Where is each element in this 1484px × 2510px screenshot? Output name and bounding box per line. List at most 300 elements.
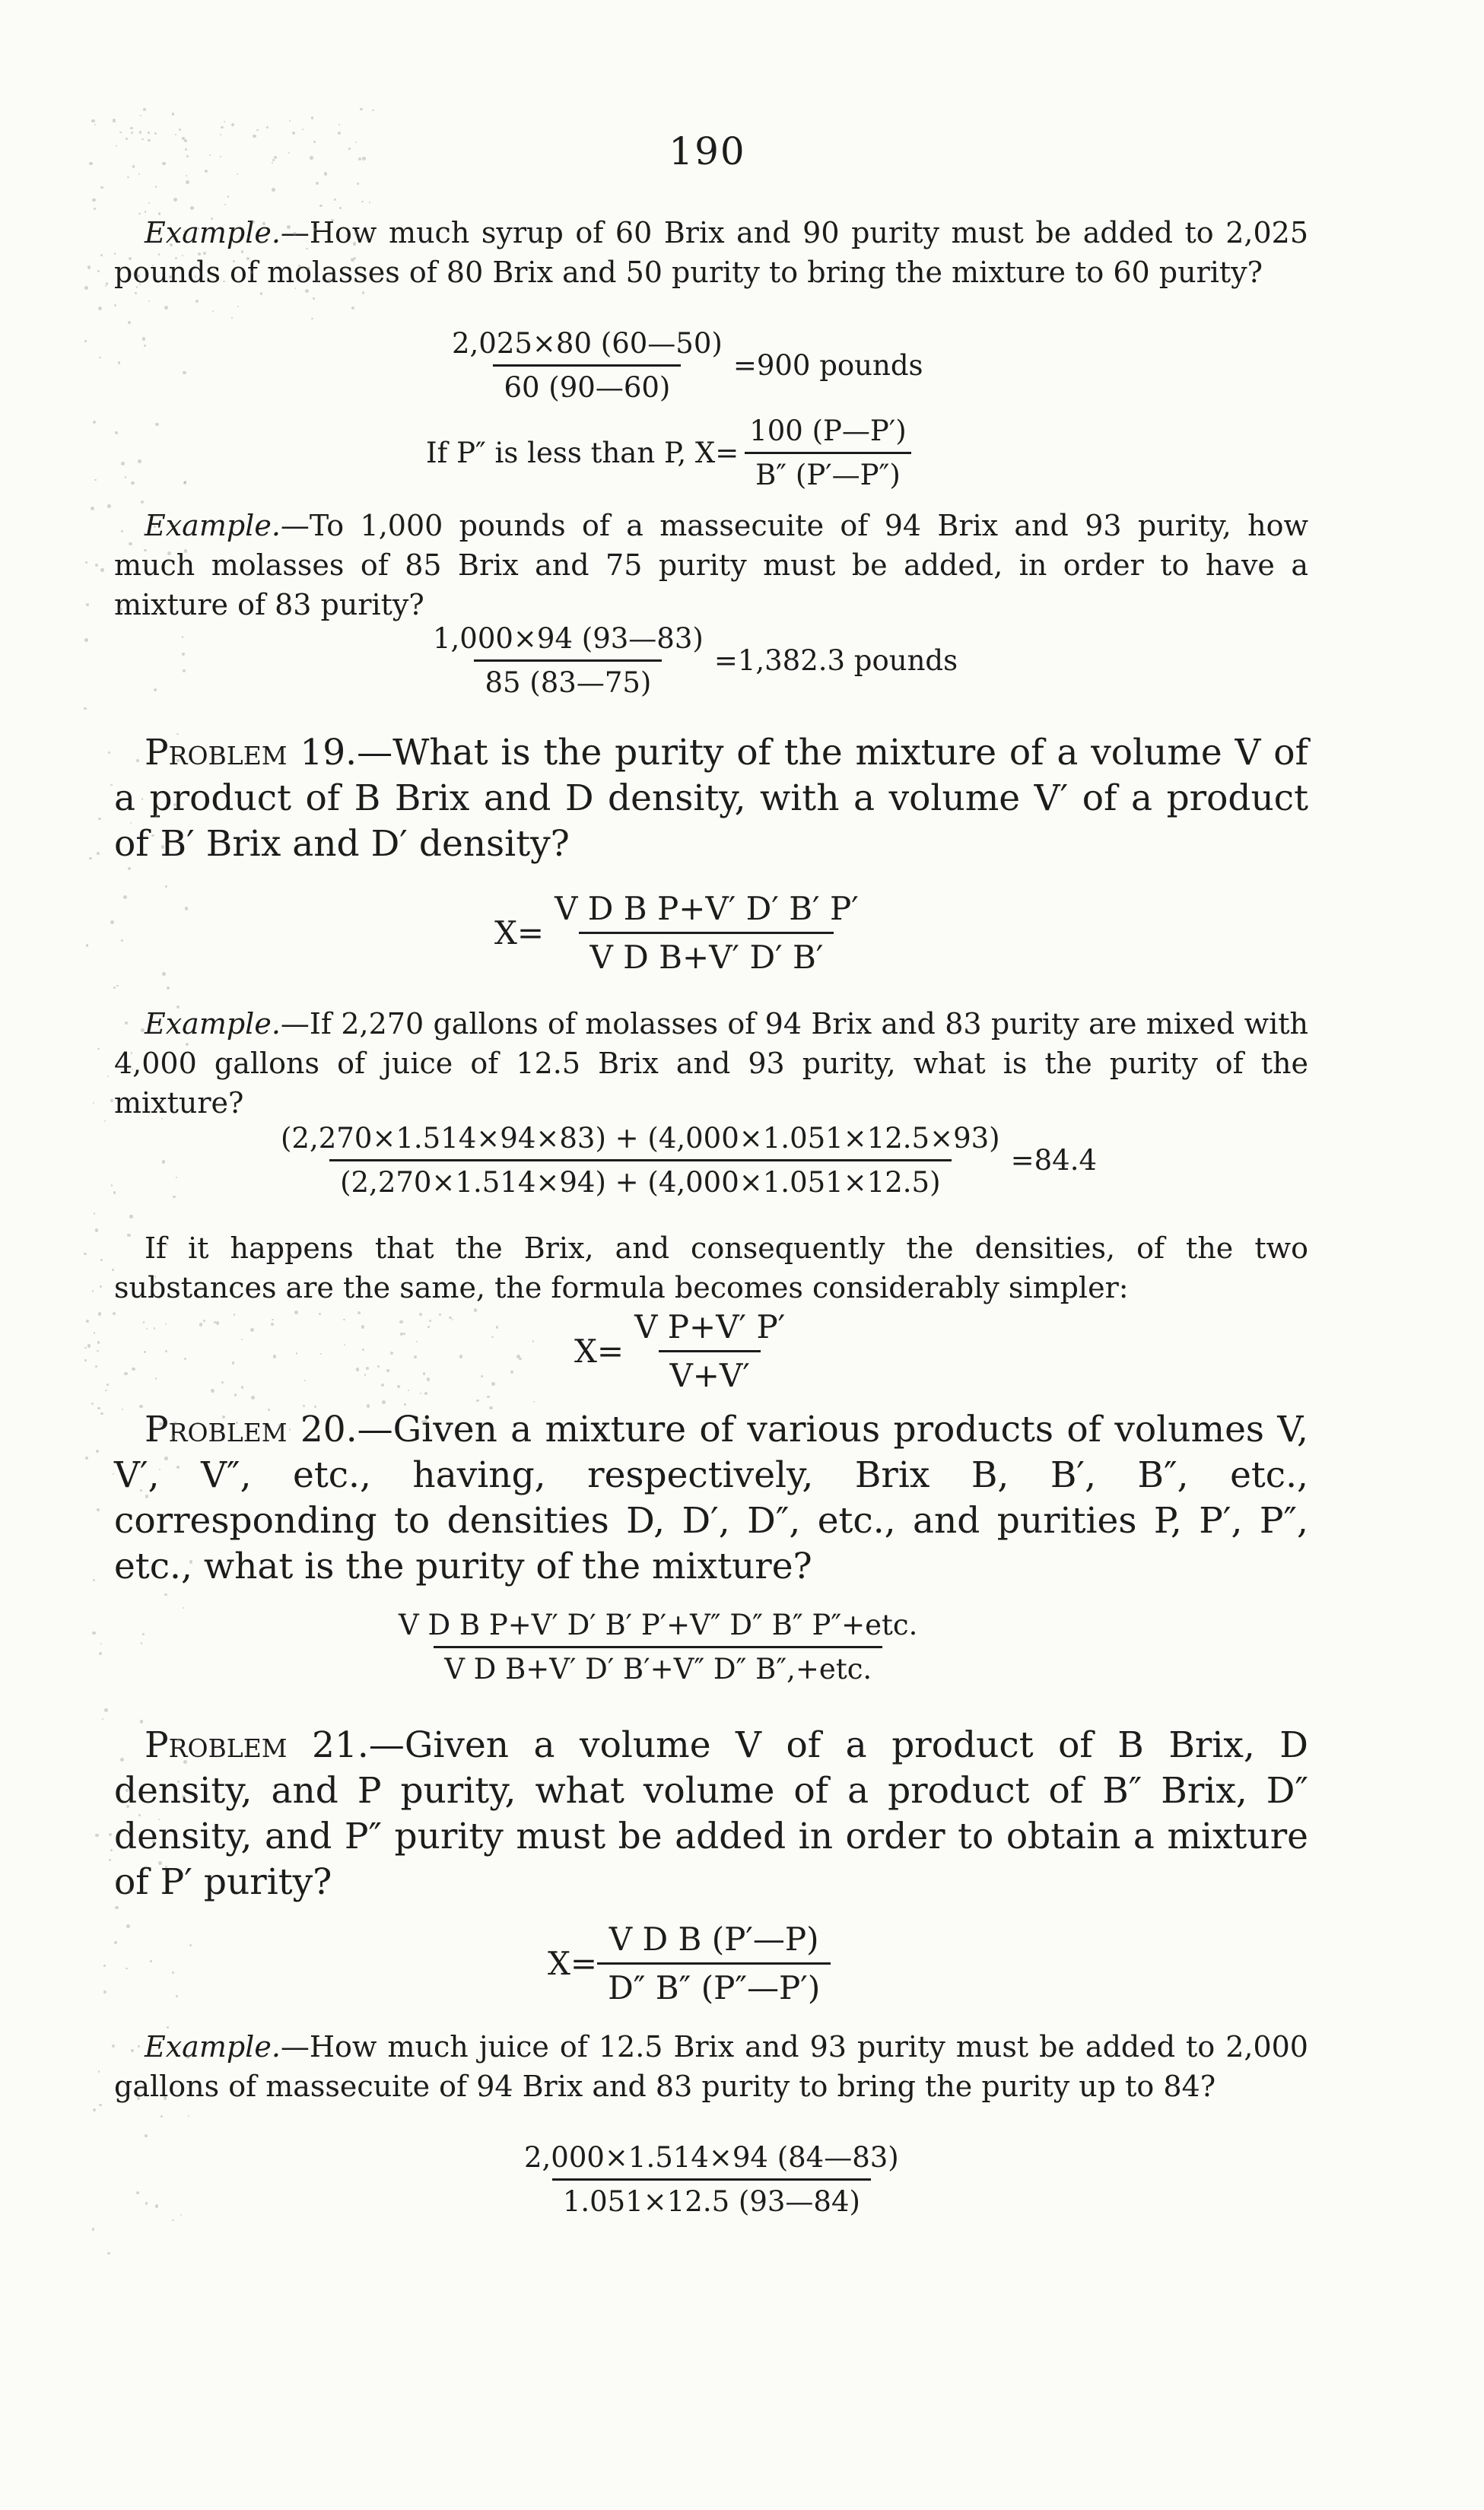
speckle-dot bbox=[362, 1349, 364, 1351]
problem-21-paragraph bbox=[114, 1723, 1308, 1905]
speckle-dot bbox=[241, 250, 244, 253]
speckle-dot bbox=[362, 291, 365, 294]
note-text: If it happens that the Brix, and consequently the densities, of the two substances are the same, the formula becomes considerably simpler: bbox=[114, 1231, 1308, 1304]
speckle-dot bbox=[111, 1184, 113, 1187]
speckle-dot bbox=[334, 199, 336, 201]
speckle-dot bbox=[126, 1789, 129, 1792]
speckle-dot bbox=[138, 173, 140, 175]
speckle-dot bbox=[390, 1352, 393, 1355]
speckle-dot bbox=[105, 285, 106, 287]
speckle-dot bbox=[140, 1720, 144, 1724]
speckle-dot bbox=[165, 1350, 167, 1352]
speckle-dot bbox=[491, 1336, 494, 1339]
speckle-dot bbox=[154, 688, 157, 691]
speckle-dot bbox=[195, 300, 199, 303]
speckle-dot bbox=[252, 221, 255, 224]
speckle-dot bbox=[266, 126, 269, 129]
speckle-dot bbox=[84, 707, 87, 710]
speckle-dot bbox=[253, 135, 256, 138]
speckle-dot bbox=[331, 219, 334, 222]
speckle-dot bbox=[92, 199, 95, 202]
speckle-dot bbox=[173, 198, 177, 202]
problem-text: —What is the purity of the mixture of a volume V of a product of B Brix and D density, with a volume V′ of a product of B′ Brix and D′ density? bbox=[114, 732, 1308, 865]
problem-21-formula bbox=[548, 1921, 831, 2006]
speckle-dot bbox=[367, 239, 369, 241]
speckle-dot bbox=[159, 1422, 163, 1426]
speckle-dot bbox=[328, 278, 331, 281]
speckle-dot bbox=[87, 265, 91, 269]
example-label: Example. bbox=[145, 216, 281, 249]
speckle-dot bbox=[427, 1326, 430, 1328]
speckle-dot bbox=[144, 549, 146, 551]
speckle-dot bbox=[220, 134, 221, 135]
speckle-dot bbox=[313, 141, 316, 144]
example-1-formula bbox=[441, 327, 923, 404]
speckle-dot bbox=[137, 2097, 140, 2100]
speckle-dot bbox=[84, 286, 88, 290]
speckle-dot bbox=[234, 1393, 237, 1396]
speckle-dot bbox=[176, 1739, 180, 1742]
example-text: —How much juice of 12.5 Brix and 93 purity must be added to 2,000 gallons of massecuite of 94 Brix and 83 purity to bring the purity up to 84? bbox=[114, 2030, 1308, 2103]
speckle-dot bbox=[97, 270, 100, 272]
speckle-dot bbox=[173, 237, 175, 239]
speckle-dot bbox=[103, 1991, 106, 1994]
speckle-dot bbox=[251, 1396, 255, 1400]
speckle-dot bbox=[136, 275, 140, 278]
speckle-dot bbox=[313, 297, 315, 300]
speckle-dot bbox=[100, 568, 103, 571]
speckle-dot bbox=[141, 1642, 142, 1644]
speckle-dot bbox=[113, 119, 116, 122]
speckle-dot bbox=[205, 170, 208, 173]
speckle-dot bbox=[144, 1351, 146, 1353]
formula-denominator: V D B+V′ D′ B′ bbox=[579, 932, 834, 976]
speckle-dot bbox=[176, 1466, 179, 1468]
speckle-dot bbox=[139, 1405, 142, 1408]
speckle-dot bbox=[236, 1422, 238, 1424]
speckle-dot bbox=[148, 202, 150, 204]
problem-20-paragraph bbox=[114, 1407, 1308, 1590]
example-text: —How much syrup of 60 Brix and 90 purity must be added to 2,025 pounds of molasses of 80 Brix and 50 purity to bring the mixture to 60 purity? bbox=[114, 216, 1308, 289]
speckle-dot bbox=[98, 818, 101, 821]
speckle-dot bbox=[320, 1353, 323, 1355]
formula-denominator: (2,270×1.514×94) + (4,000×1.051×12.5) bbox=[329, 1159, 951, 1199]
speckle-dot bbox=[346, 234, 348, 237]
speckle-dot bbox=[128, 867, 131, 870]
speckle-dot bbox=[183, 481, 186, 485]
speckle-dot bbox=[110, 1099, 113, 1102]
speckle-dot bbox=[97, 1341, 100, 1343]
speckle-dot bbox=[94, 1332, 96, 1334]
speckle-dot bbox=[131, 132, 133, 134]
speckle-dot bbox=[91, 119, 94, 122]
speckle-dot bbox=[176, 1177, 177, 1178]
problem-text: —Given a volume V of a product of B Brix, D density, and P purity, what volume of a product of B″ Brix, D″ density, and P″ purity must be added in order to obtain a mixture of P′ purity? bbox=[114, 1724, 1308, 1903]
speckle-dot bbox=[227, 195, 230, 198]
speckle-dot bbox=[95, 564, 98, 567]
speckle-dot bbox=[132, 1368, 135, 1371]
formula-numerator: V P+V′ P′ bbox=[634, 1308, 786, 1346]
speckle-dot bbox=[121, 939, 123, 942]
speckle-dot bbox=[129, 1215, 133, 1218]
speckle-dot bbox=[250, 271, 253, 274]
speckle-dot bbox=[143, 1321, 145, 1323]
problem-19-formula bbox=[494, 890, 869, 976]
speckle-dot bbox=[108, 751, 110, 754]
speckle-dot bbox=[212, 310, 214, 313]
speckle-dot bbox=[84, 1359, 87, 1361]
speckle-dot bbox=[100, 186, 103, 189]
speckle-dot bbox=[146, 1328, 148, 1330]
speckle-dot bbox=[165, 885, 167, 888]
formula-prefix: X= bbox=[494, 914, 545, 952]
speckle-dot bbox=[86, 1320, 89, 1323]
speckle-dot bbox=[324, 172, 327, 175]
speckle-dot bbox=[198, 253, 201, 256]
formula-numerator: 1,000×94 (93—83) bbox=[433, 622, 704, 655]
speckle-dot bbox=[439, 1314, 441, 1316]
speckle-dot bbox=[115, 431, 118, 434]
speckle-dot bbox=[131, 1052, 132, 1053]
speckle-dot bbox=[272, 159, 275, 161]
speckle-dot bbox=[92, 2228, 95, 2231]
speckle-dot bbox=[145, 2202, 148, 2205]
speckle-dot bbox=[183, 669, 186, 672]
speckle-dot bbox=[130, 127, 133, 130]
speckle-dot bbox=[408, 1390, 410, 1392]
speckle-dot bbox=[232, 1361, 234, 1364]
speckle-dot bbox=[420, 1393, 421, 1394]
speckle-dot bbox=[109, 1833, 112, 1836]
problem-label: Problem 20. bbox=[145, 1409, 357, 1450]
speckle-dot bbox=[367, 1404, 370, 1407]
example-3-formula bbox=[270, 1122, 1097, 1199]
speckle-dot bbox=[136, 759, 139, 762]
speckle-dot bbox=[100, 1412, 103, 1415]
speckle-dot bbox=[165, 1323, 167, 1325]
speckle-dot bbox=[311, 116, 313, 119]
example-3-paragraph bbox=[114, 1004, 1308, 1123]
speckle-dot bbox=[91, 507, 94, 510]
formula-prefix: X= bbox=[548, 1945, 598, 1982]
speckle-dot bbox=[316, 279, 319, 282]
speckle-dot bbox=[148, 132, 150, 134]
speckle-dot bbox=[306, 248, 307, 249]
speckle-dot bbox=[126, 1924, 130, 1928]
speckle-dot bbox=[237, 173, 238, 175]
speckle-dot bbox=[113, 1473, 114, 1475]
example-2-formula bbox=[422, 622, 958, 699]
speckle-dot bbox=[246, 257, 249, 260]
speckle-dot bbox=[154, 1327, 156, 1330]
speckle-dot bbox=[183, 1760, 187, 1764]
speckle-dot bbox=[182, 1795, 186, 1799]
example-label: Example. bbox=[145, 2030, 281, 2064]
speckle-dot bbox=[416, 1341, 418, 1342]
speckle-dot bbox=[234, 1314, 235, 1315]
speckle-dot bbox=[170, 243, 173, 246]
speckle-dot bbox=[93, 1579, 95, 1581]
speckle-dot bbox=[338, 132, 341, 135]
speckle-dot bbox=[145, 2134, 148, 2137]
speckle-dot bbox=[362, 157, 366, 160]
speckle-dot bbox=[316, 182, 319, 185]
speckle-dot bbox=[203, 1320, 205, 1322]
speckle-dot bbox=[86, 944, 88, 946]
speckle-dot bbox=[138, 213, 141, 215]
speckle-dot bbox=[186, 1043, 189, 1046]
speckle-dot bbox=[138, 459, 141, 463]
formula-result: =1,382.3 pounds bbox=[713, 644, 958, 677]
speckle-dot bbox=[173, 1196, 175, 1198]
note-paragraph bbox=[114, 1228, 1308, 1307]
speckle-dot bbox=[489, 1406, 492, 1409]
speckle-dot bbox=[141, 138, 144, 141]
speckle-dot bbox=[150, 1960, 151, 1962]
speckle-dot bbox=[377, 1365, 380, 1368]
speckle-dot bbox=[311, 318, 313, 319]
speckle-dot bbox=[344, 1344, 345, 1346]
speckle-dot bbox=[372, 110, 373, 111]
speckle-dot bbox=[289, 120, 291, 122]
speckle-dot bbox=[164, 1593, 167, 1597]
speckle-dot bbox=[360, 108, 362, 110]
example-text: —If 2,270 gallons of molasses of 94 Brix and 83 purity are mixed with 4,000 gallons of juice of 12.5 Brix and 93 purity, what is the purity of the mixture? bbox=[114, 1007, 1308, 1120]
speckle-dot bbox=[403, 1333, 405, 1335]
speckle-dot bbox=[165, 1244, 168, 1247]
speckle-dot bbox=[343, 1319, 345, 1320]
speckle-dot bbox=[310, 156, 313, 160]
formula-prefix: If P″ is less than P, X= bbox=[426, 437, 739, 469]
speckle-dot bbox=[231, 317, 233, 319]
speckle-dot bbox=[302, 129, 303, 130]
speckle-dot bbox=[94, 1212, 96, 1215]
speckle-dot bbox=[95, 1365, 97, 1368]
page-number: 190 bbox=[669, 129, 746, 173]
speckle-dot bbox=[132, 165, 135, 167]
speckle-dot bbox=[158, 1861, 162, 1865]
speckle-dot bbox=[127, 176, 129, 179]
speckle-dot bbox=[104, 1120, 106, 1122]
speckle-dot bbox=[397, 1385, 400, 1388]
speckle-dot bbox=[356, 1368, 359, 1371]
speckle-dot bbox=[176, 1995, 178, 1997]
speckle-dot bbox=[287, 225, 290, 228]
speckle-dot bbox=[100, 1285, 102, 1288]
speckle-dot bbox=[211, 1389, 214, 1393]
speckle-dot bbox=[224, 204, 226, 205]
speckle-dot bbox=[93, 2108, 97, 2112]
speckle-dot bbox=[487, 1396, 489, 1398]
speckle-dot bbox=[126, 1968, 127, 1969]
speckle-dot bbox=[97, 1407, 100, 1410]
speckle-dot bbox=[87, 1344, 91, 1347]
example-4-paragraph bbox=[114, 2027, 1308, 2106]
speckle-dot bbox=[221, 1381, 224, 1384]
formula-numerator: V D B (P′—P) bbox=[609, 1921, 819, 1958]
speckle-dot bbox=[119, 608, 122, 611]
speckle-dot bbox=[86, 603, 89, 606]
speckle-dot bbox=[144, 345, 146, 347]
speckle-dot bbox=[185, 907, 188, 910]
speckle-dot bbox=[99, 357, 101, 359]
problem-label: Problem 19. bbox=[145, 732, 357, 774]
speckle-dot bbox=[355, 141, 357, 143]
example-label: Example. bbox=[145, 509, 281, 542]
speckle-dot bbox=[183, 371, 186, 374]
speckle-dot bbox=[92, 1290, 94, 1292]
speckle-dot bbox=[115, 1906, 118, 1909]
speckle-dot bbox=[128, 321, 131, 324]
speckle-dot bbox=[172, 2219, 174, 2222]
speckle-dot bbox=[97, 1350, 99, 1352]
speckle-dot bbox=[141, 500, 144, 504]
speckle-dot bbox=[110, 920, 114, 924]
speckle-dot bbox=[160, 2115, 163, 2118]
speckle-dot bbox=[162, 162, 166, 166]
speckle-dot bbox=[152, 1840, 156, 1844]
speckle-dot bbox=[93, 421, 97, 424]
speckle-dot bbox=[304, 1380, 306, 1381]
formula-denominator: D″ B″ (P″—P′) bbox=[597, 1962, 831, 2006]
speckle-dot bbox=[164, 2096, 167, 2099]
speckle-dot bbox=[120, 1758, 124, 1762]
formula-denominator: 1.051×12.5 (93—84) bbox=[552, 2178, 871, 2218]
speckle-dot bbox=[182, 636, 184, 638]
speckle-dot bbox=[231, 123, 234, 126]
speckle-dot bbox=[272, 162, 273, 164]
speckle-dot bbox=[142, 337, 145, 340]
speckle-dot bbox=[131, 481, 135, 485]
speckle-dot bbox=[114, 1941, 117, 1944]
speckle-dot bbox=[92, 1632, 96, 1635]
speckle-dot bbox=[382, 1400, 386, 1404]
speckle-dot bbox=[162, 972, 166, 976]
speckle-dot bbox=[339, 207, 342, 209]
speckle-dot bbox=[109, 1859, 111, 1861]
speckle-dot bbox=[366, 1367, 369, 1370]
speckle-dot bbox=[186, 175, 187, 176]
speckle-dot bbox=[113, 1191, 116, 1194]
speckle-dot bbox=[85, 1457, 88, 1460]
speckle-dot bbox=[167, 551, 171, 555]
formula-numerator: V D B P+V′ D′ B′ P′+V″ D″ B″ P″+etc. bbox=[399, 1609, 918, 1641]
speckle-dot bbox=[107, 504, 111, 508]
speckle-dot bbox=[113, 1312, 116, 1315]
speckle-dot bbox=[154, 132, 157, 135]
speckle-dot bbox=[338, 124, 340, 126]
speckle-dot bbox=[357, 183, 359, 185]
speckle-dot bbox=[179, 129, 181, 131]
speckle-dot bbox=[273, 1355, 276, 1358]
speckle-dot bbox=[100, 1643, 103, 1645]
speckle-dot bbox=[183, 1607, 184, 1609]
speckle-dot bbox=[448, 1422, 450, 1424]
speckle-dot bbox=[203, 252, 206, 255]
formula-denominator: 60 (90—60) bbox=[493, 364, 681, 404]
speckle-dot bbox=[123, 895, 127, 899]
speckle-dot bbox=[305, 289, 309, 293]
speckle-dot bbox=[98, 1312, 102, 1316]
speckle-dot bbox=[125, 476, 126, 478]
formula-prefix: X= bbox=[574, 1333, 624, 1370]
speckle-dot bbox=[294, 1311, 298, 1314]
example-2-paragraph bbox=[114, 506, 1308, 624]
speckle-dot bbox=[224, 121, 225, 122]
speckle-dot bbox=[175, 257, 177, 259]
speckle-dot bbox=[186, 155, 189, 157]
speckle-dot bbox=[105, 1390, 107, 1392]
speckle-dot bbox=[427, 1377, 431, 1381]
speckle-dot bbox=[298, 265, 300, 267]
speckle-dot bbox=[429, 1320, 431, 1322]
speckle-dot bbox=[381, 1384, 384, 1387]
speckle-dot bbox=[172, 113, 175, 116]
speckle-dot bbox=[129, 257, 132, 260]
speckle-dot bbox=[361, 1325, 364, 1328]
speckle-dot bbox=[332, 1416, 335, 1419]
speckle-dot bbox=[519, 1358, 522, 1361]
speckle-dot bbox=[142, 1633, 145, 1635]
speckle-dot bbox=[142, 2085, 144, 2086]
speckle-dot bbox=[94, 208, 96, 210]
speckle-dot bbox=[129, 542, 132, 546]
speckle-dot bbox=[114, 304, 116, 307]
speckle-dot bbox=[148, 300, 150, 302]
speckle-dot bbox=[99, 2104, 102, 2107]
speckle-dot bbox=[272, 188, 275, 192]
speckle-dot bbox=[119, 132, 122, 134]
note-formula bbox=[574, 1308, 796, 1394]
speckle-dot bbox=[112, 1269, 114, 1271]
speckle-dot bbox=[144, 532, 146, 535]
formula-denominator: V+V′ bbox=[659, 1350, 760, 1394]
speckle-dot bbox=[91, 1403, 94, 1405]
speckle-dot bbox=[491, 1382, 495, 1386]
speckle-dot bbox=[496, 1326, 498, 1328]
speckle-dot bbox=[141, 798, 143, 799]
formula-numerator: 2,025×80 (60—50) bbox=[452, 327, 723, 360]
speckle-dot bbox=[102, 1718, 103, 1720]
speckle-dot bbox=[107, 1075, 109, 1077]
speckle-dot bbox=[95, 1834, 98, 1837]
speckle-dot bbox=[154, 1276, 156, 1277]
speckle-dot bbox=[176, 733, 178, 735]
speckle-dot bbox=[106, 1384, 109, 1386]
speckle-dot bbox=[155, 815, 157, 817]
speckle-dot bbox=[184, 139, 187, 142]
speckle-dot bbox=[124, 1372, 128, 1376]
speckle-dot bbox=[172, 1971, 173, 1973]
speckle-dot bbox=[94, 479, 97, 481]
speckle-dot bbox=[220, 156, 221, 157]
speckle-dot bbox=[97, 852, 100, 855]
speckle-dot bbox=[184, 1358, 186, 1360]
speckle-dot bbox=[241, 1339, 243, 1341]
speckle-dot bbox=[288, 152, 290, 154]
problem-label: Problem 21. bbox=[145, 1724, 369, 1766]
speckle-dot bbox=[100, 1259, 103, 1261]
speckle-dot bbox=[143, 108, 146, 111]
speckle-dot bbox=[296, 1352, 297, 1354]
speckle-dot bbox=[99, 1652, 102, 1655]
formula-numerator: (2,270×1.514×94×83) + (4,000×1.051×12.5×93) bbox=[281, 1122, 1000, 1155]
speckle-dot bbox=[271, 1323, 274, 1326]
speckle-dot bbox=[189, 1560, 192, 1563]
speckle-dot bbox=[126, 138, 128, 140]
speckle-dot bbox=[140, 115, 141, 116]
speckle-dot bbox=[84, 638, 87, 641]
